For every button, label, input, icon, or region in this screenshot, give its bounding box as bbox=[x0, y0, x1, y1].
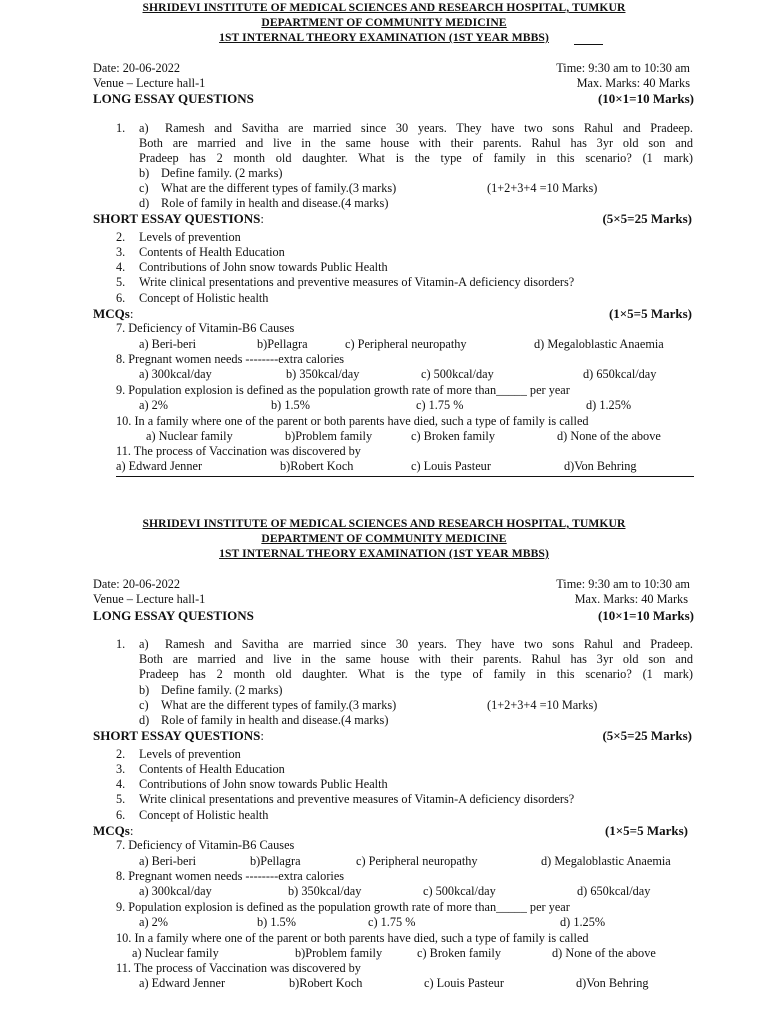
mcq-heading bbox=[93, 307, 133, 320]
short-essay-heading bbox=[93, 729, 264, 742]
heading-colon: : bbox=[260, 211, 265, 226]
mcq-option-b: b) 350kcal/day bbox=[288, 884, 362, 898]
mcq-option-d: d) 1.25% bbox=[586, 398, 632, 412]
question-number: 2. bbox=[116, 230, 126, 244]
mcq-option-b: b) 1.5% bbox=[257, 915, 296, 929]
mcq-heading-text: MCQs bbox=[93, 306, 130, 321]
mcq-option-b: b)Problem family bbox=[285, 429, 373, 443]
mcq-question: 10. In a family where one of the parent or both parents have died, such a type of family is called bbox=[116, 414, 589, 428]
question-number: 1. bbox=[116, 637, 126, 651]
mcq-option-b: b)Problem family bbox=[295, 946, 383, 960]
mcq-option-d: d) None of the above bbox=[552, 946, 656, 960]
q1-a-line-3: Pradeep has 2 month old daughter. What is the type of family in this scenario? (1 mark) bbox=[139, 151, 693, 165]
mcq-option-a: a) Beri-beri bbox=[139, 337, 197, 351]
exam-time: Time: 9:30 am to 10:30 am bbox=[556, 577, 690, 591]
sub-question-label: c) bbox=[139, 698, 149, 712]
exam-time: Time: 9:30 am to 10:30 am bbox=[556, 61, 690, 75]
question-number: 2. bbox=[116, 747, 126, 761]
mcq-heading bbox=[93, 824, 133, 837]
exam-venue: Venue – Lecture hall-1 bbox=[93, 76, 206, 90]
short-essay-marks: (5×5=25 Marks) bbox=[602, 211, 692, 226]
question-number: 3. bbox=[116, 762, 126, 776]
question-number: 1. bbox=[116, 121, 126, 135]
q1-c-text: What are the different types of family.(3 marks) bbox=[161, 698, 397, 712]
institute-name: SHRIDEVI INSTITUTE OF MEDICAL SCIENCES AND RESEARCH HOSPITAL, TUMKUR bbox=[142, 517, 626, 530]
mcq-heading-text: MCQs bbox=[93, 823, 130, 838]
mcq-option-d: d)Von Behring bbox=[576, 976, 649, 990]
question-number: 5. bbox=[116, 792, 126, 806]
mcq-option-c: c) Peripheral neuropathy bbox=[345, 337, 467, 351]
mcq-question: 8. Pregnant women needs --------extra calories bbox=[116, 869, 345, 883]
short-essay-question: Levels of prevention bbox=[139, 230, 241, 244]
q1-a-line-2: Both are married and live in the same house with their parents. Rahul has 3yr old son and bbox=[139, 652, 693, 666]
mcq-question: 11. The process of Vaccination was discovered by bbox=[116, 444, 361, 458]
short-essay-question: Contents of Health Education bbox=[139, 762, 285, 776]
mcq-marks: (1×5=5 Marks) bbox=[604, 823, 688, 838]
mcq-option-d: d)Von Behring bbox=[564, 459, 637, 473]
heading-colon: : bbox=[129, 823, 134, 838]
department-name: DEPARTMENT OF COMMUNITY MEDICINE bbox=[261, 16, 507, 29]
mcq-marks: (1×5=5 Marks) bbox=[608, 306, 692, 321]
q1-d-text: Role of family in health and disease.(4 marks) bbox=[161, 196, 389, 210]
mcq-option-d: d) 650kcal/day bbox=[577, 884, 651, 898]
q1-marks-breakdown: (1+2+3+4 =10 Marks) bbox=[487, 698, 598, 712]
question-number: 4. bbox=[116, 260, 126, 274]
heading-colon: : bbox=[129, 306, 134, 321]
mcq-option-b: b)Robert Koch bbox=[289, 976, 363, 990]
title-underline-tail bbox=[574, 44, 603, 45]
mcq-question: 8. Pregnant women needs --------extra calories bbox=[116, 352, 345, 366]
exam-title: 1ST INTERNAL THEORY EXAMINATION (1ST YEAR MBBS) bbox=[219, 547, 549, 560]
sub-question-label: a) bbox=[139, 637, 149, 651]
short-essay-heading-text: SHORT ESSAY QUESTIONS bbox=[93, 728, 261, 743]
exam-date: Date: 20-06-2022 bbox=[93, 61, 181, 75]
sub-question-label: c) bbox=[139, 181, 149, 195]
short-essay-heading-text: SHORT ESSAY QUESTIONS bbox=[93, 211, 261, 226]
q1-a-line-2: Both are married and live in the same house with their parents. Rahul has 3yr old son and bbox=[139, 136, 693, 150]
short-essay-question: Write clinical presentations and preventive measures of Vitamin-A deficiency disorders? bbox=[139, 792, 575, 806]
sub-question-label: d) bbox=[139, 196, 150, 210]
q1-c-text: What are the different types of family.(3 marks) bbox=[161, 181, 397, 195]
mcq-option-c: c) 1.75 % bbox=[416, 398, 464, 412]
question-number: 3. bbox=[116, 245, 126, 259]
q1-d-text: Role of family in health and disease.(4 marks) bbox=[161, 713, 389, 727]
sub-question-label: b) bbox=[139, 166, 150, 180]
question-number: 6. bbox=[116, 808, 126, 822]
short-essay-heading bbox=[93, 212, 264, 225]
question-number: 6. bbox=[116, 291, 126, 305]
mcq-option-a: a) 2% bbox=[139, 915, 169, 929]
sub-question-label: d) bbox=[139, 713, 150, 727]
mcq-option-a: a) Nuclear family bbox=[146, 429, 233, 443]
mcq-option-d: d) Megaloblastic Anaemia bbox=[541, 854, 671, 868]
long-essay-heading: LONG ESSAY QUESTIONS bbox=[93, 608, 254, 623]
exam-venue: Venue – Lecture hall-1 bbox=[93, 592, 206, 606]
mcq-question: 10. In a family where one of the parent or both parents have died, such a type of family is called bbox=[116, 931, 589, 945]
institute-name: SHRIDEVI INSTITUTE OF MEDICAL SCIENCES AND RESEARCH HOSPITAL, TUMKUR bbox=[142, 1, 626, 14]
q1-marks-breakdown: (1+2+3+4 =10 Marks) bbox=[487, 181, 598, 195]
mcq-question: 7. Deficiency of Vitamin-B6 Causes bbox=[116, 838, 295, 852]
mcq-option-b: b)Pellagra bbox=[257, 337, 308, 351]
mcq-option-b: b)Robert Koch bbox=[280, 459, 354, 473]
long-essay-heading: LONG ESSAY QUESTIONS bbox=[93, 91, 254, 106]
mcq-option-b: b) 1.5% bbox=[271, 398, 310, 412]
q1-a-line-3: Pradeep has 2 month old daughter. What is the type of family in this scenario? (1 mark) bbox=[139, 667, 693, 681]
mcq-option-c: c) 500kcal/day bbox=[421, 367, 494, 381]
short-essay-question: Concept of Holistic health bbox=[139, 291, 269, 305]
question-number: 5. bbox=[116, 275, 126, 289]
long-essay-marks: (10×1=10 Marks) bbox=[597, 91, 694, 106]
department-name: DEPARTMENT OF COMMUNITY MEDICINE bbox=[261, 532, 507, 545]
mcq-question: 7. Deficiency of Vitamin-B6 Causes bbox=[116, 321, 295, 335]
short-essay-question: Contents of Health Education bbox=[139, 245, 285, 259]
mcq-option-a: a) Edward Jenner bbox=[139, 976, 226, 990]
mcq-option-c: c) Broken family bbox=[417, 946, 502, 960]
short-essay-question: Contributions of John snow towards Public Health bbox=[139, 260, 388, 274]
long-essay-marks: (10×1=10 Marks) bbox=[597, 608, 694, 623]
mcq-option-d: d) Megaloblastic Anaemia bbox=[534, 337, 664, 351]
short-essay-question: Write clinical presentations and preventive measures of Vitamin-A deficiency disorders? bbox=[139, 275, 575, 289]
mcq-option-d: d) 650kcal/day bbox=[583, 367, 657, 381]
short-essay-marks: (5×5=25 Marks) bbox=[602, 728, 692, 743]
mcq-option-c: c) Peripheral neuropathy bbox=[356, 854, 478, 868]
max-marks: Max. Marks: 40 Marks bbox=[574, 592, 688, 606]
short-essay-question: Concept of Holistic health bbox=[139, 808, 269, 822]
mcq-option-a: a) 2% bbox=[139, 398, 169, 412]
q1-a-line-1: Ramesh and Savitha are married since 30 years. They have two sons Rahul and Pradeep. bbox=[165, 637, 693, 651]
short-essay-question: Levels of prevention bbox=[139, 747, 241, 761]
mcq-option-d: d) None of the above bbox=[557, 429, 661, 443]
mcq-option-b: b)Pellagra bbox=[250, 854, 301, 868]
q1-b-text: Define family. (2 marks) bbox=[161, 166, 283, 180]
q1-a-line-1: Ramesh and Savitha are married since 30 years. They have two sons Rahul and Pradeep. bbox=[165, 121, 693, 135]
heading-colon: : bbox=[260, 728, 265, 743]
mcq-option-b: b) 350kcal/day bbox=[286, 367, 360, 381]
short-essay-question: Contributions of John snow towards Public Health bbox=[139, 777, 388, 791]
mcq-option-a: a) Nuclear family bbox=[132, 946, 219, 960]
mcq-option-c: c) 500kcal/day bbox=[423, 884, 496, 898]
mcq-option-c: c) 1.75 % bbox=[368, 915, 416, 929]
exam-date: Date: 20-06-2022 bbox=[93, 577, 181, 591]
mcq-question: 9. Population explosion is defined as the population growth rate of more than_____ per year bbox=[116, 383, 570, 397]
mcq-question: 11. The process of Vaccination was discovered by bbox=[116, 961, 361, 975]
mcq-question: 9. Population explosion is defined as the population growth rate of more than_____ per year bbox=[116, 900, 570, 914]
mcq-option-d: d) 1.25% bbox=[560, 915, 606, 929]
mcq-option-a: a) Edward Jenner bbox=[116, 459, 203, 473]
exam-title: 1ST INTERNAL THEORY EXAMINATION (1ST YEAR MBBS) bbox=[219, 31, 549, 44]
sub-question-label: a) bbox=[139, 121, 149, 135]
mcq-option-c: c) Louis Pasteur bbox=[411, 459, 491, 473]
mcq-option-c: c) Louis Pasteur bbox=[424, 976, 504, 990]
max-marks: Max. Marks: 40 Marks bbox=[576, 76, 690, 90]
question-number: 4. bbox=[116, 777, 126, 791]
sub-question-label: b) bbox=[139, 683, 150, 697]
mcq-option-c: c) Broken family bbox=[411, 429, 496, 443]
mcq-option-a: a) Beri-beri bbox=[139, 854, 197, 868]
section-divider-line bbox=[116, 476, 694, 477]
mcq-option-a: a) 300kcal/day bbox=[139, 884, 212, 898]
mcq-option-a: a) 300kcal/day bbox=[139, 367, 212, 381]
q1-b-text: Define family. (2 marks) bbox=[161, 683, 283, 697]
